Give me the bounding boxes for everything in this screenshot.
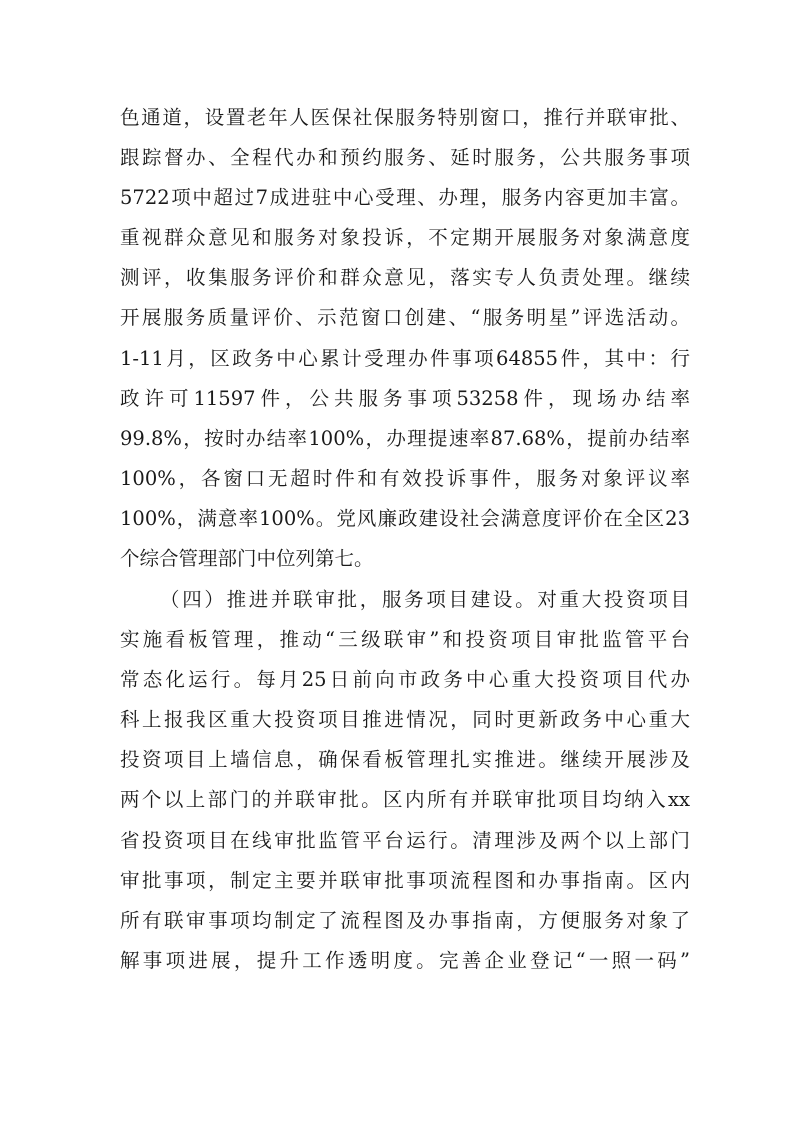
text-line: 常态化运行。每月25日前向市政务中心重大投资项目代办 [120,668,690,691]
text-line: 跟踪督办、全程代办和预约服务、延时服务，公共服务事项 [120,146,690,169]
text-line: 科上报我区重大投资项目推进情况，同时更新政务中心重大 [120,708,690,731]
text-line: 1-11月，区政务中心累计受理办件事项64855件，其中：行 [120,347,690,370]
text-line: 个综合管理部门中位列第七。 [120,547,374,570]
section-heading-line: （四）推进并联审批，服务项目建设。对重大投资项目 [160,588,690,611]
text-line: 100%，满意率100%。党风廉政建设社会满意度评价在全区23 [120,507,690,530]
text-line: 测评，收集服务评价和群众意见，落实专人负责处理。继续 [120,266,690,289]
text-line: 投资项目上墙信息，确保看板管理扎实推进。继续开展涉及 [120,748,690,771]
text-line: 两个以上部门的并联审批。区内所有并联审批项目均纳入xx [120,788,690,811]
text-line: 5722项中超过7成进驻中心受理、办理，服务内容更加丰富。 [120,186,690,209]
text-line: 审批事项，制定主要并联审批事项流程图和办事指南。区内 [120,869,690,892]
text-line: 省投资项目在线审批监管平台运行。清理涉及两个以上部门 [120,829,690,852]
text-line: 色通道，设置老年人医保社保服务特别窗口，推行并联审批、 [120,106,690,129]
text-line: 99.8%，按时办结率100%，办理提速率87.68%，提前办结率 [120,427,690,450]
text-line: 所有联审事项均制定了流程图及办事指南，方便服务对象了 [120,909,690,932]
text-line: 开展服务质量评价、示范窗口创建、“服务明星”评选活动。 [120,306,690,329]
text-line: 解事项进展，提升工作透明度。完善企业登记“一照一码” [120,949,690,972]
text-line: 100%，各窗口无超时件和有效投诉事件，服务对象评议率 [120,467,690,490]
text-line: 实施看板管理，推动“三级联审”和投资项目审批监管平台 [120,628,690,651]
text-line: 政许可11597件，公共服务事项53258件，现场办结率 [120,387,690,410]
text-line: 重视群众意见和服务对象投诉，不定期开展服务对象满意度 [120,226,690,249]
